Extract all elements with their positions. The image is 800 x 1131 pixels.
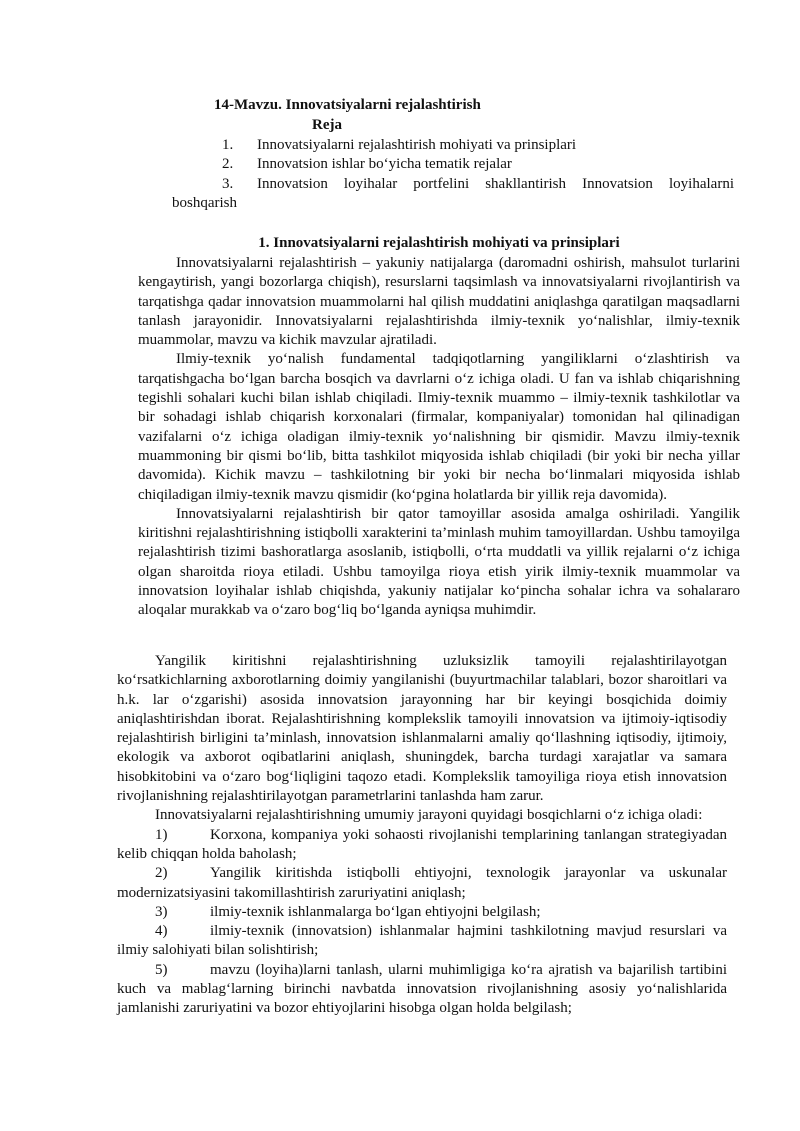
step-text: ilmiy-texnik ishlanmalarga bo‘lgan ehtiyojni belgilash; [210, 903, 541, 920]
step-text: ilmiy-texnik (innovatsion) ishlanmalar hajmini tashkilotning mavjud resurslari va ilmiy salohiyati bilan solishtirish; [117, 923, 727, 959]
step-text: Yangilik kiritishda istiqbolli ehtiyojni, texnologik jarayonlar va uskunalar modernizatsiyasini takomillashtirish zaruriyatini aniqlash; [117, 865, 727, 901]
plan-item-text: Innovatsion loyihalar portfelini shakllantirish Innovatsion loyihalarni boshqarish [172, 175, 734, 211]
plan-item-text: Innovatsiyalarni rejalashtirish mohiyati va prinsiplari [257, 137, 577, 153]
plan-item-number: 3. [222, 175, 234, 192]
step-number: 3) [155, 903, 168, 920]
step-number: 4) [155, 923, 168, 940]
body-paragraph: Yangilik kiritishni rejalashtirishning uzluksizlik tamoyili rejalashtirilayotgan ko‘rsatkichlarning axborotlarning doimiy yangilanishi (buyurtmachilar talablari, bozor sharoitlari va h.k. lar o‘zgarishi) asosida innovatsion jarayonning har bir keyingi bosqichida doimiy aniqlashtirishdan iborat. Rejalashtirishning komplekslik tamoyili innovatsion va ijtimoiy-iqtisodiy rejalashtirish birligini ta’minlash, innovatsion ishlanmalarni amaliy qo‘llashning iqtisodiy, ijtimoiy, ekologik va axborot oqibatlarini aniqlash, shuningdek, barcha turdagi xarajatlar va samara hisobkitobini va o‘zaro bog‘liqligini taqozo etadi. Komplekslik tamoyiliga rioya etish innovatsion rivojlanishning rejalashtirilayotgan parametrlarini tanlashda ham zarur. [117, 653, 727, 805]
section-body-a [138, 254, 740, 621]
step-text: Korxona, kompaniya yoki sohaosti rivojlanishi templarining tanlangan strategiyadan kelib chiqqan holda baholash; [117, 826, 727, 862]
document-title: 14-Mavzu. Innovatsiyalarni rejalashtirish [214, 97, 481, 113]
plan-item [172, 136, 734, 155]
step-number: 2) [155, 865, 168, 882]
step-number: 1) [155, 826, 168, 843]
step-item [117, 864, 727, 903]
plan-item-text: Innovatsion ishlar bo‘yicha tematik rejalar [257, 156, 512, 173]
step-text: mavzu (loyiha)larni tanlash, ularni muhimligiga ko‘ra ajratish va bajarilish tartibini kuch va mablag‘larning birinchi navbatda innovatsion rivojlanishning asosiy yo‘nalishlarida jamlanishi zaruriyatini va bozor ehtiyojlarini hisobga olgan holda belgilash; [117, 961, 727, 1017]
step-item [117, 922, 727, 961]
plan-list [172, 136, 734, 213]
plan-item [172, 175, 734, 214]
plan-item [172, 155, 734, 174]
step-item [117, 903, 727, 922]
body-paragraph: Ilmiy-texnik yo‘nalish fundamental tadqiqotlarning yangiliklarni o‘zlashtirish va tarqatishgacha bo‘lgan barcha bosqich va davrlarni o‘z ichiga oladi. U fan va ishlab chiqarishning tegishli sohalari kuchi bilan ishlab chiqiladi. Ilmiy-texnik muammo – ilmiy-texnik tashkilotlar va bir sohadagi ishlab chiqarish korxonalari (firmalar, kompaniyalar) tomonidan hal qilinadigan vazifalarni o‘z ichiga oladigan ilmiy-texnik yo‘nalishning bir qismidir. Mavzu ilmiy-texnik muammoning bir qismi bo‘lib, bitta tashkilot miqyosida ishlab chiqiladi (bir yoki bir necha yillar davomida). Kichik mavzu – tashkilotning bir yoki bir necha bo‘linmalari miqyosida ishlab chiqiladigan ilmiy-texnik mavzu qismidir (ko‘pgina holatlarda bir yillik reja davomida). [138, 351, 740, 503]
step-item [117, 961, 727, 1019]
plan-item-number: 1. [222, 137, 234, 153]
step-item [117, 826, 727, 865]
body-paragraph: Innovatsiyalarni rejalashtirishning umumiy jarayoni quyidagi bosqichlarni o‘z ichiga oladi: [155, 807, 703, 824]
body-paragraph: Innovatsiyalarni rejalashtirish – yakuniy natijalarga (daromadni oshirish, mahsulot turlarini kengaytirish, yangi bozorlarga chiqish), resurslarni taqsimlash va innovatsiyalarni rivojlantirish va tarqatishga qadar innovatsion muammolarni hal qilish muddatini aniqlashga qaratilgan maqsadlarni tanlash jarayonidir. Innovatsiyalarni rejalashtirishda ilmiy-texnik yo‘nalishlar, ilmiy-texnik muammolar, mavzu va kichik mavzular ajratiladi. [138, 255, 740, 349]
section-body-b [117, 652, 727, 1019]
section-heading: 1. Innovatsiyalarni rejalashtirish mohiyati va prinsiplari [258, 235, 620, 251]
step-number: 5) [155, 961, 168, 978]
plan-item-number: 2. [222, 156, 234, 173]
plan-heading: Reja [312, 117, 342, 133]
steps-list [117, 826, 727, 1019]
body-paragraph: Innovatsiyalarni rejalashtirish bir qator tamoyillar asosida amalga oshiriladi. Yangilik kiritishni rejalashtirishning istiqbolli xarakterini ta’minlash muhim tamoyillardan. Ushbu tamoyilga rejalashtirish tizimi bashoratlarga asoslanib, istiqbolli, o‘rta muddatli va yillik rejalarni o‘z ichiga olgan sharoitda rioya etiladi. Ushbu tamoyilga rioya etish yirik ilmiy-texnik muammolar va innovatsion loyihalar ishlab chiqishda, yakuniy natijalar ko‘pincha sohalar ichra va sohalararo aloqalar murakkab va o‘zaro bog‘liq bo‘lganda ayniqsa muhimdir. [138, 505, 740, 619]
